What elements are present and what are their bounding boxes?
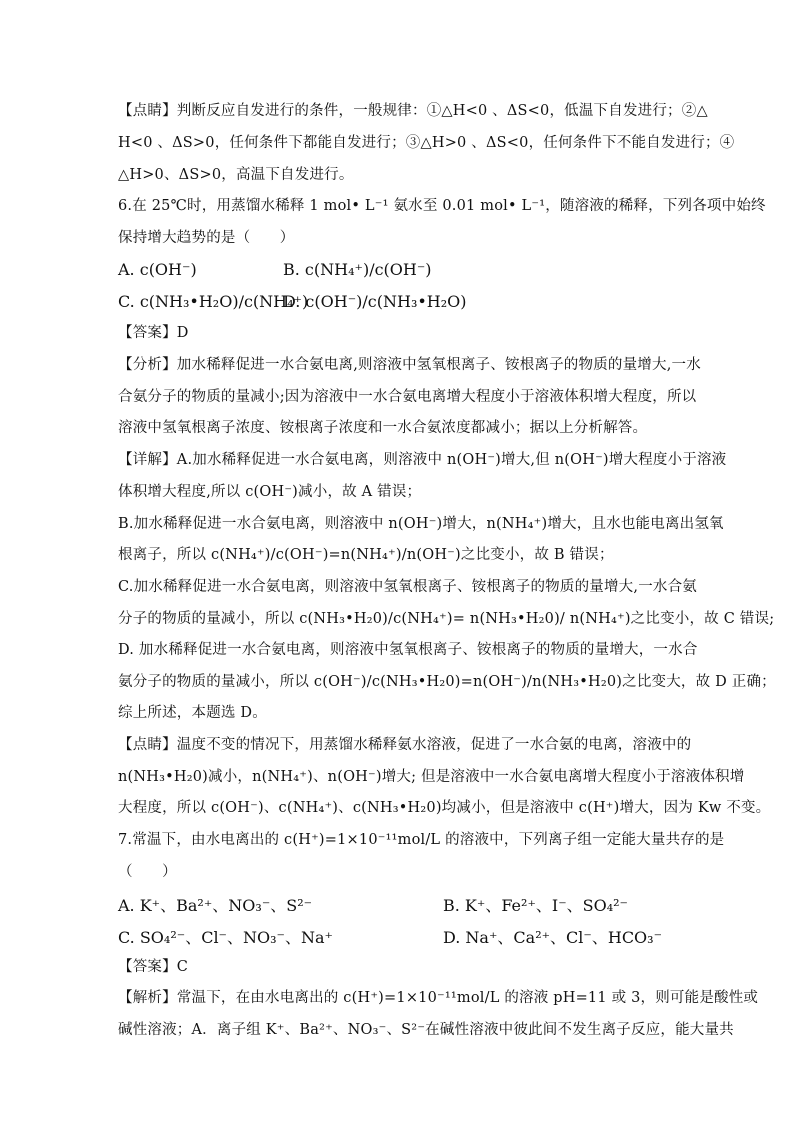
question-6-answer: 【答案】D xyxy=(118,325,189,341)
detail-line-7: D. 加水稀释促进一水合氨电离，则溶液中氢氧根离子、铵根离子的物质的量增大，一水合 xyxy=(118,642,698,658)
dianjing-paragraph-line-3: △H>0、ΔS>0，高温下自发进行。 xyxy=(118,167,354,183)
detail-line-3: B.加水稀释促进一水合氨电离，则溶液中 n(OH⁻)增大，n(NH₄⁺)增大，且水也能电离出氢氧 xyxy=(118,516,724,532)
detail-line-4: 根离子，所以 c(NH₄⁺)/c(OH⁻)=n(NH₄⁺)/n(OH⁻)之比变小，故 B 错误； xyxy=(118,547,614,563)
detail-line-8: 氨分子的物质的量减小，所以 c(OH⁻)/c(NH₃•H₂0)=n(OH⁻)/n(NH₃•H₂0)之比变大，故 D 正确； xyxy=(118,674,776,690)
detail-line-2: 体积增大程度,所以 c(OH⁻)减小，故 A 错误； xyxy=(118,484,422,500)
analysis-line-1: 【分析】加水稀释促进一水合氨电离,则溶液中氢氧根离子、铵根离子的物质的量增大,一水 xyxy=(118,357,701,373)
jiexi-line-1: 【解析】常温下，在由水电离出的 c(H⁺)=1×10⁻¹¹mol/L 的溶液 pH=11 或 3，则可能是酸性或 xyxy=(118,990,759,1006)
question-6-stem-line-2: 保持增大趋势的是（ ） xyxy=(118,230,295,246)
question-7-answer: 【答案】C xyxy=(118,959,189,975)
analysis-line-2: 合氨分子的物质的量减小;因为溶液中一水合氨电离增大程度小于溶液体积增大程度，所以 xyxy=(118,389,697,405)
question-6-option-c: C. c(NH₃•H₂O)/c(NH₄⁺) xyxy=(118,292,309,311)
detail-line-5: C.加水稀释促进一水合氨电离，则溶液中氢氧根离子、铵根离子的物质的量增大,一水合氨 xyxy=(118,579,697,595)
detail-line-6: 分子的物质的量减小，所以 c(NH₃•H₂0)/c(NH₄⁺)= n(NH₃•H₂0)/ n(NH₄⁺)之比变小，故 C 错误; xyxy=(118,611,775,627)
question-7-stem-line-1: 7.常温下，由水电离出的 c(H⁺)=1×10⁻¹¹mol/L 的溶液中，下列离子组一定能大量共存的是 xyxy=(118,832,725,848)
dianjing-2-line-1: 【点睛】温度不变的情况下，用蒸馏水稀释氨水溶液，促进了一水合氨的电离，溶液中的 xyxy=(118,737,692,753)
question-7-option-d: D. Na⁺、Ca²⁺、Cl⁻、HCO₃⁻ xyxy=(443,928,663,947)
question-7-option-b: B. K⁺、Fe²⁺、I⁻、SO₄²⁻ xyxy=(443,896,629,915)
jiexi-line-2: 碱性溶液；A．离子组 K⁺、Ba²⁺、NO₃⁻、S²⁻在碱性溶液中彼此间不发生离子反应，能大量共 xyxy=(118,1022,734,1038)
question-6-option-b: B. c(NH₄⁺)/c(OH⁻) xyxy=(283,260,432,279)
question-7-option-a: A. K⁺、Ba²⁺、NO₃⁻、S²⁻ xyxy=(118,896,313,915)
question-7-stem-line-2: （ ） xyxy=(118,864,177,880)
dianjing-paragraph-line-1: 【点睛】判断反应自发进行的条件，一般规律：①△H<0 、ΔS<0，低温下自发进行；②△ xyxy=(118,103,708,119)
dianjing-paragraph-line-2: H<0 、ΔS>0，任何条件下都能自发进行；③△H>0 、ΔS<0，任何条件下不能自发进行；④ xyxy=(118,135,735,151)
question-6-stem-line-1: 6.在 25℃时，用蒸馏水稀释 1 mol• L⁻¹ 氨水至 0.01 mol• L⁻¹，随溶液的稀释，下列各项中始终 xyxy=(118,198,766,214)
detail-line-1: 【详解】A.加水稀释促进一水合氨电离，则溶液中 n(OH⁻)增大,但 n(OH⁻)增大程度小于溶液 xyxy=(118,452,727,468)
question-7-option-c: C. SO₄²⁻、Cl⁻、NO₃⁻、Na⁺ xyxy=(118,928,333,947)
analysis-line-3: 溶液中氢氧根离子浓度、铵根离子浓度和一水合氨浓度都减小；据以上分析解答。 xyxy=(118,420,648,436)
question-6-option-d: D. c(OH⁻)/c(NH₃•H₂O) xyxy=(283,292,467,311)
dianjing-2-line-2: n(NH₃•H₂0)减小，n(NH₄⁺)、n(OH⁻)增大; 但是溶液中一水合氨电离增大程度小于溶液体积增 xyxy=(118,769,745,785)
detail-line-9: 综上所述，本题选 D。 xyxy=(118,705,267,721)
dianjing-2-line-3: 大程度，所以 c(OH⁻)、c(NH₄⁺)、c(NH₃•H₂0)均减小，但是溶液中 c(H⁺)增大，因为 Kw 不变。 xyxy=(118,800,771,816)
question-6-option-a: A. c(OH⁻) xyxy=(118,260,197,279)
